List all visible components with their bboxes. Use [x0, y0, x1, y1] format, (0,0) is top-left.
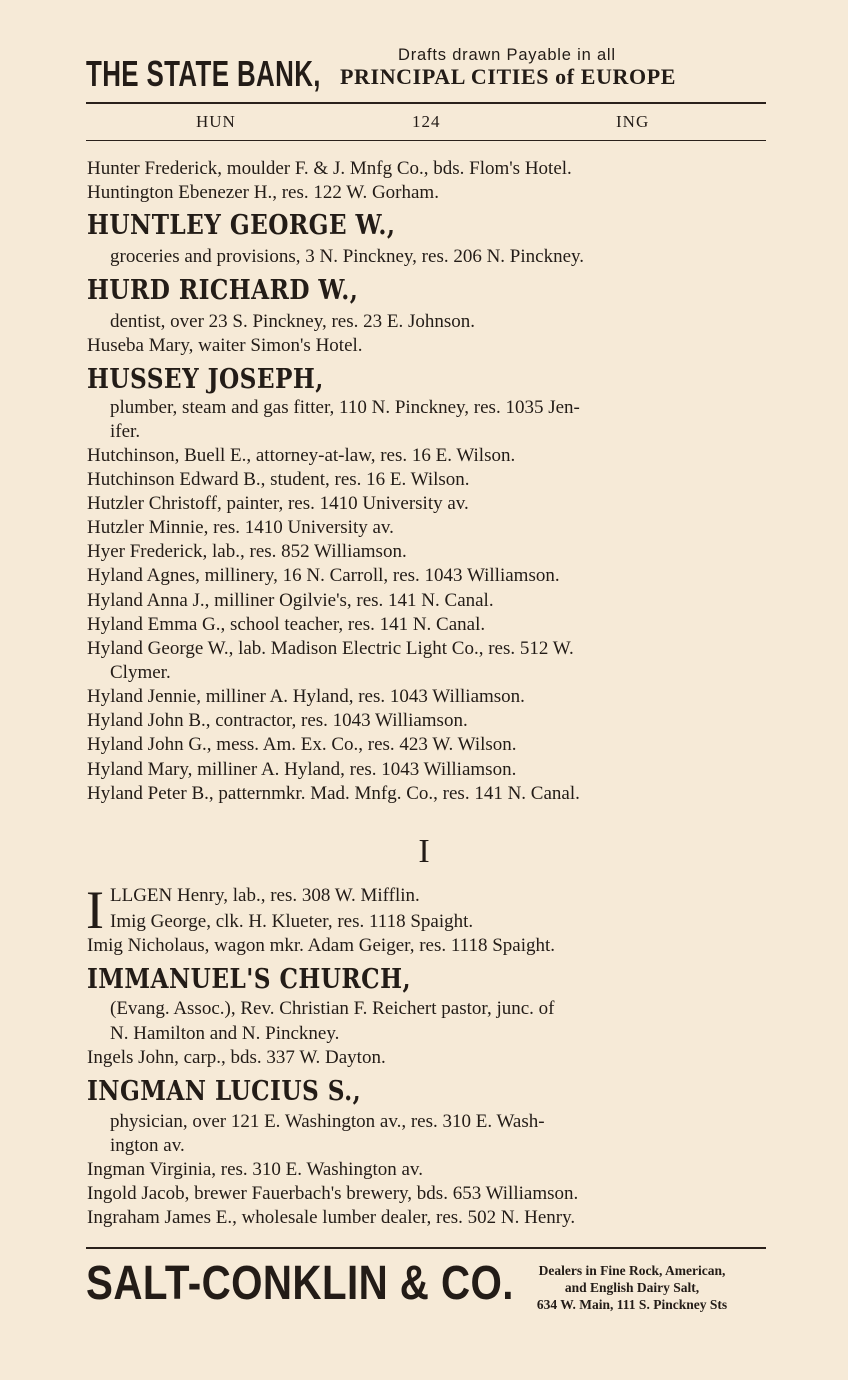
entry: Hyland John G., mess. Am. Ex. Co., res. 423 W. Wilson.: [87, 734, 517, 755]
drafts-line: Drafts drawn Payable in all: [398, 46, 616, 64]
entry-continuation: (Evang. Assoc.), Rev. Christian F. Reichert pastor, junc. of: [110, 998, 555, 1019]
entry: Hyland Anna J., milliner Ogilvie's, res. 141 N. Canal.: [87, 590, 494, 611]
entry: Ingraham James E., wholesale lumber dealer, res. 502 N. Henry.: [87, 1207, 576, 1228]
page-number: 124: [412, 112, 441, 131]
entry: Hyland George W., lab. Madison Electric Light Co., res. 512 W.: [87, 638, 574, 659]
drop-cap: I: [86, 880, 104, 940]
bold-entry-name: IMMANUEL'S CHURCH,: [87, 964, 411, 995]
entry-continuation: dentist, over 23 S. Pinckney, res. 23 E. Johnson.: [110, 311, 476, 332]
footer-rule: [86, 1247, 766, 1249]
bank-name: THE STATE BANK,: [86, 53, 321, 94]
entry: Hutzler Minnie, res. 1410 University av.: [87, 517, 394, 538]
bold-entry-name: HUNTLEY GEORGE W.,: [87, 210, 396, 241]
entry: Hyland Emma G., school teacher, res. 141 N. Canal.: [87, 614, 486, 635]
entry: Imig Nicholaus, wagon mkr. Adam Geiger, res. 1118 Spaight.: [87, 935, 556, 956]
entry: Hyland Mary, milliner A. Hyland, res. 1043 Williamson.: [87, 759, 517, 780]
entry: Hutchinson, Buell E., attorney-at-law, res. 16 E. Wilson.: [87, 445, 516, 466]
firm-desc-line: Dealers in Fine Rock, American,: [538, 1263, 726, 1278]
range-start: HUN: [196, 112, 236, 131]
entry: Ingold Jacob, brewer Fauerbach's brewery, bds. 653 Williamson.: [87, 1183, 579, 1204]
entry-continuation: ington av.: [110, 1135, 185, 1156]
entry: Hyland Peter B., patternmkr. Mad. Mnfg. Co., res. 141 N. Canal.: [87, 783, 580, 804]
entry: Hyer Frederick, lab., res. 852 Williamson.: [87, 541, 407, 562]
entry-continuation: N. Hamilton and N. Pinckney.: [110, 1023, 340, 1044]
entry: Ingman Virginia, res. 310 E. Washington av.: [87, 1159, 423, 1180]
entry: Hunter Frederick, moulder F. & J. Mnfg Co., bds. Flom's Hotel.: [87, 158, 572, 179]
entry: Hyland Jennie, milliner A. Hyland, res. 1043 Williamson.: [87, 686, 525, 707]
range-end: ING: [616, 112, 650, 131]
entry-continuation: physician, over 121 E. Washington av., res. 310 E. Wash-: [110, 1111, 545, 1132]
entry-continuation: plumber, steam and gas fitter, 110 N. Pinckney, res. 1035 Jen-: [110, 397, 580, 418]
entry: Ingels John, carp., bds. 337 W. Dayton.: [87, 1047, 386, 1068]
entry: LLGEN Henry, lab., res. 308 W. Mifflin.: [110, 885, 420, 906]
bold-entry-name: HURD RICHARD W.,: [87, 275, 359, 306]
entry-continuation: ifer.: [110, 421, 141, 442]
firm-address-line: 634 W. Main, 111 S. Pinckney Sts: [536, 1297, 728, 1312]
entry: Huntington Ebenezer H., res. 122 W. Gorham.: [87, 182, 439, 203]
bold-entry-name: INGMAN LUCIUS S.,: [87, 1076, 362, 1107]
entry: Huseba Mary, waiter Simon's Hotel.: [87, 335, 363, 356]
entry-continuation: groceries and provisions, 3 N. Pinckney, res. 206 N. Pinckney.: [110, 246, 585, 267]
entry: Imig George, clk. H. Klueter, res. 1118 Spaight.: [110, 911, 474, 932]
cities-line: PRINCIPAL CITIES of EUROPE: [340, 64, 677, 89]
entry: Hyland John B., contractor, res. 1043 Williamson.: [87, 710, 468, 731]
entry-continuation: Clymer.: [110, 662, 171, 683]
firm-name: SALT-CONKLIN & CO.: [86, 1257, 514, 1310]
firm-desc-line: and English Dairy Salt,: [564, 1280, 700, 1295]
section-letter: I: [418, 833, 430, 870]
bold-entry-name: HUSSEY JOSEPH,: [87, 364, 324, 395]
entry: Hutzler Christoff, painter, res. 1410 University av.: [87, 493, 469, 514]
entry: Hyland Agnes, millinery, 16 N. Carroll, res. 1043 Williamson.: [87, 565, 560, 586]
entry: Hutchinson Edward B., student, res. 16 E. Wilson.: [87, 469, 470, 490]
